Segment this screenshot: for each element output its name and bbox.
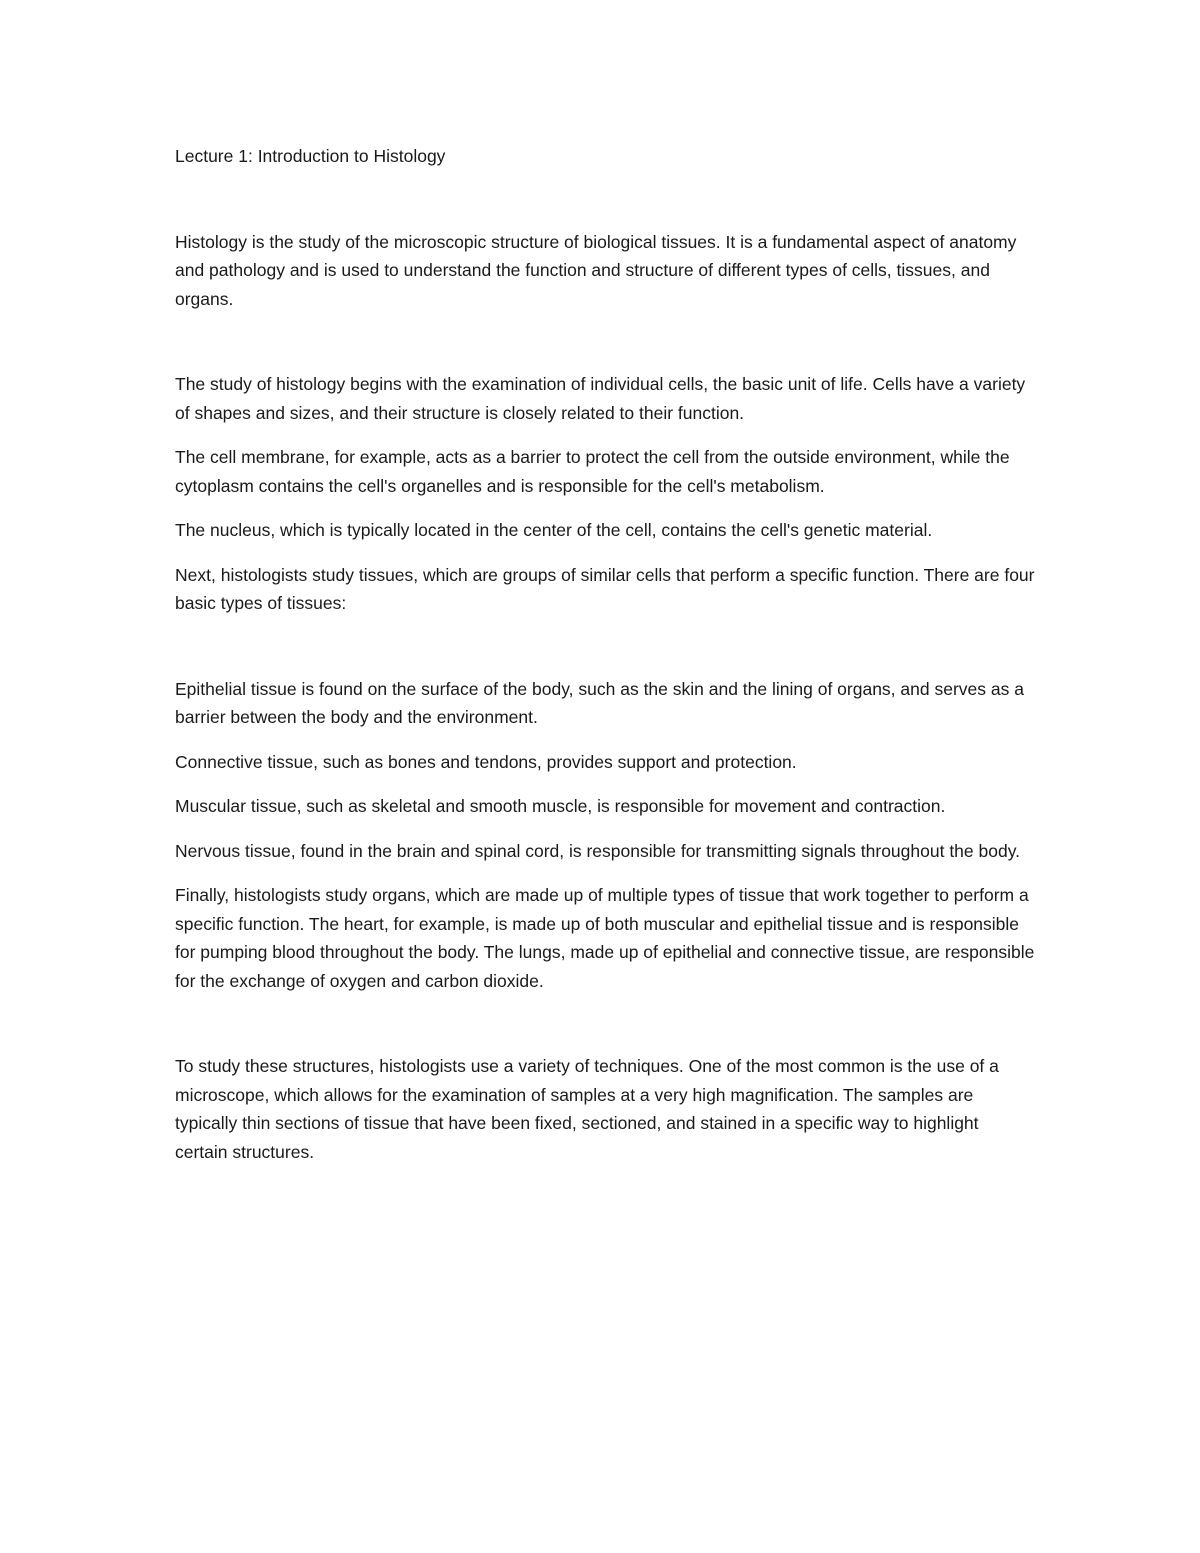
paragraph-cell-membrane: The cell membrane, for example, acts as a barrier to protect the cell from the outside environment, while the cytoplasm contains the cell's organelles and is responsible for the cell's metabolism.	[175, 447, 1010, 496]
paragraph-nucleus: The nucleus, which is typically located in the center of the cell, contains the cell's genetic material.	[175, 520, 933, 540]
document-body	[175, 142, 1035, 1166]
paragraph-techniques: To study these structures, histologists use a variety of techniques. One of the most common is the use of a microscope, which allows for the examination of samples at a very high magnification. The samples are typically thin sections of tissue that have been fixed, sectioned, and stained in a specific way to highlight certain structures.	[175, 1056, 999, 1162]
document-title: Lecture 1: Introduction to Histology	[175, 146, 446, 166]
paragraph-organs: Finally, histologists study organs, which are made up of multiple types of tissue that work together to perform a specific function. The heart, for example, is made up of both muscular and epithelial tissue and is responsible for pumping blood throughout the body. The lungs, made up of epithelial and connective tissue, are responsible for the exchange of oxygen and carbon dioxide.	[175, 885, 1035, 991]
paragraph-epithelial-tissue: Epithelial tissue is found on the surface of the body, such as the skin and the lining of organs, and serves as a barrier between the body and the environment.	[175, 678, 1024, 727]
paragraph-cells: The study of histology begins with the examination of individual cells, the basic unit of life. Cells have a variety of shapes and sizes, and their structure is closely related to their function.	[175, 374, 1026, 423]
paragraph-muscular-tissue: Muscular tissue, such as skeletal and smooth muscle, is responsible for movement and contraction.	[175, 796, 946, 816]
paragraph-nervous-tissue: Nervous tissue, found in the brain and spinal cord, is responsible for transmitting signals throughout the body.	[175, 840, 1021, 861]
paragraph-connective-tissue: Connective tissue, such as bones and tendons, provides support and protection.	[175, 751, 797, 772]
paragraph-histology-definition: Histology is the study of the microscopic structure of biological tissues. It is a fundamental aspect of anatomy and pathology and is used to understand the function and structure of different types of cells, tissues, and organs.	[175, 231, 1017, 309]
paragraph-tissues-intro: Next, histologists study tissues, which are groups of similar cells that perform a specific function. There are four basic types of tissues:	[175, 564, 1035, 613]
